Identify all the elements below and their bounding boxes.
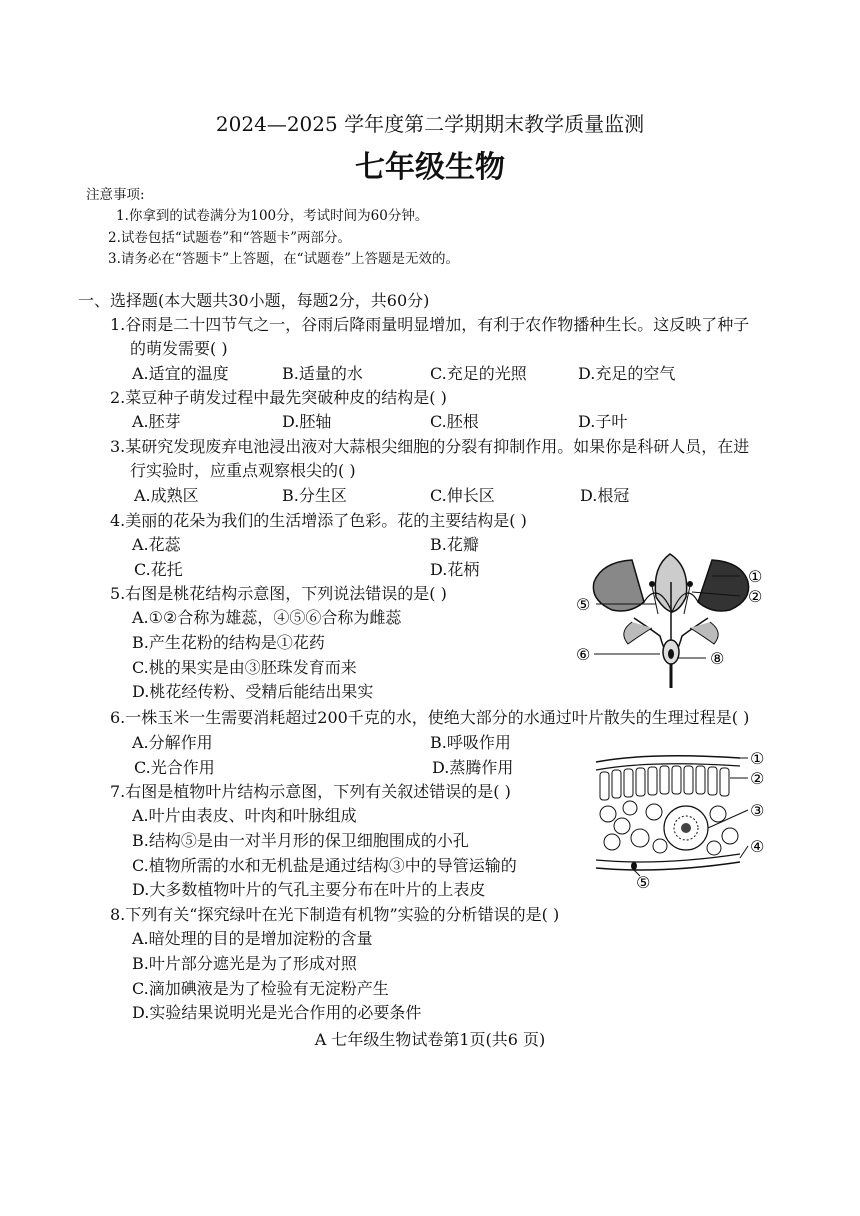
q7-option-c: C.植物所需的水和无机盐是通过结构③中的导管运输的 — [132, 856, 517, 875]
q1-option-a: A.适宜的温度 — [132, 364, 229, 383]
leaf-label: ③ — [750, 801, 765, 820]
q6-option-b: B.呼吸作用 — [430, 733, 511, 752]
q2-option-a: A.胚芽 — [132, 412, 181, 431]
note-item: 1.你拿到的试卷满分为100分，考试时间为60分钟。 — [116, 208, 429, 224]
leaf-label: ② — [750, 769, 765, 788]
question-2-stem: 2.菜豆种子萌发过程中最先突破种皮的结构是( ) — [110, 388, 447, 407]
q8-option-b: B.叶片部分遮光是为了形成对照 — [132, 954, 357, 973]
leaf-label: ④ — [750, 837, 765, 856]
flower-label: ② — [748, 587, 763, 606]
q4-option-b: B.花瓣 — [430, 535, 479, 554]
flower-label: ⑤ — [576, 595, 591, 614]
flower-label: ① — [748, 567, 763, 586]
question-1-stem: 1.谷雨是二十四节气之一，谷雨后降雨量明显增加，有利于农作物播种生长。这反映了种子 — [110, 315, 750, 334]
question-7-stem: 7.右图是植物叶片结构示意图，下列有关叙述错误的是( ) — [110, 782, 511, 801]
q5-option-a: A.①②合称为雄蕊，④⑤⑥合称为雌蕊 — [132, 608, 402, 627]
note-item: 3.请务必在“答题卡”上答题，在“试题卷”上答题是无效的。 — [108, 251, 459, 267]
q3-option-d: D.根冠 — [580, 486, 630, 505]
q3-option-b: B.分生区 — [282, 486, 347, 505]
flower-label: ⑧ — [710, 649, 725, 668]
question-8-stem: 8.下列有关“探究绿叶在光下制造有机物”实验的分析错误的是( ) — [110, 905, 560, 924]
q1-option-b: B.适量的水 — [282, 364, 363, 383]
q7-option-d: D.大多数植物叶片的气孔主要分布在叶片的上表皮 — [132, 880, 486, 899]
q4-option-a: A.花蕊 — [132, 535, 181, 554]
q8-option-a: A.暗处理的目的是增加淀粉的含量 — [132, 929, 373, 948]
leaf-label: ⑤ — [636, 873, 651, 890]
question-5-stem: 5.右图是桃花结构示意图，下列说法错误的是( ) — [110, 584, 447, 603]
q7-option-b: B.结构⑤是由一对半月形的保卫细胞围成的小孔 — [132, 831, 469, 850]
q8-option-c: C.滴加碘液是为了检验有无淀粉产生 — [132, 979, 389, 998]
q2-option-b: D.胚轴 — [282, 412, 332, 431]
q7-option-a: A.叶片由表皮、叶肉和叶脉组成 — [132, 806, 357, 825]
q5-option-b: B.产生花粉的结构是①花药 — [132, 633, 325, 652]
question-3-stem-cont: 行实验时，应重点观察根尖的( ) — [130, 461, 356, 480]
q5-option-c: C.桃的果实是由③胚珠发育而来 — [132, 658, 357, 677]
q4-option-d: D.花柄 — [430, 560, 480, 579]
q1-option-d: D.充足的空气 — [578, 364, 676, 383]
q5-option-d: D.桃花经传粉、受精后能结出果实 — [132, 682, 374, 701]
q2-option-c: C.胚根 — [430, 412, 479, 431]
question-4-stem: 4.美丽的花朵为我们的生活增添了色彩。花的主要结构是( ) — [110, 511, 527, 530]
flower-label: ⑥ — [576, 645, 591, 664]
q6-option-d: D.蒸腾作用 — [432, 758, 514, 777]
question-3-stem: 3.某研究发现废弃电池浸出液对大蒜根尖细胞的分裂有抑制作用。如果你是科研人员，在进 — [110, 437, 750, 456]
section-heading: 一、选择题(本大题共30小题，每题2分，共60分) — [78, 291, 430, 310]
question-6-stem: 6.一株玉米一生需要消耗超过200千克的水，使绝大部分的水通过叶片散失的生理过程是( ) — [110, 708, 750, 727]
note-item: 2.试卷包括“试题卷”和“答题卡”两部分。 — [108, 230, 351, 246]
leaf-structure-diagram — [590, 748, 770, 890]
page-footer: A 七年级生物试卷第1页(共6 页) — [314, 1030, 546, 1049]
q6-option-c: C.光合作用 — [134, 758, 215, 777]
q2-option-d: D.子叶 — [578, 412, 628, 431]
q3-option-a: A.成熟区 — [134, 486, 199, 505]
peach-flower-diagram — [572, 552, 772, 692]
q4-option-c: C.花托 — [134, 560, 183, 579]
leaf-label: ① — [750, 749, 765, 768]
q1-option-c: C.充足的光照 — [430, 364, 527, 383]
q8-option-d: D.实验结果说明光是光合作用的必要条件 — [132, 1003, 422, 1022]
q3-option-c: C.伸长区 — [430, 486, 495, 505]
question-1-stem-cont: 的萌发需要( ) — [130, 339, 228, 358]
exam-title: 2024—2025 学年度第二学期期末教学质量监测 — [215, 112, 645, 136]
notes-heading: 注意事项: — [86, 187, 145, 203]
q6-option-a: A.分解作用 — [132, 733, 213, 752]
subject-title: 七年级生物 — [355, 150, 505, 185]
